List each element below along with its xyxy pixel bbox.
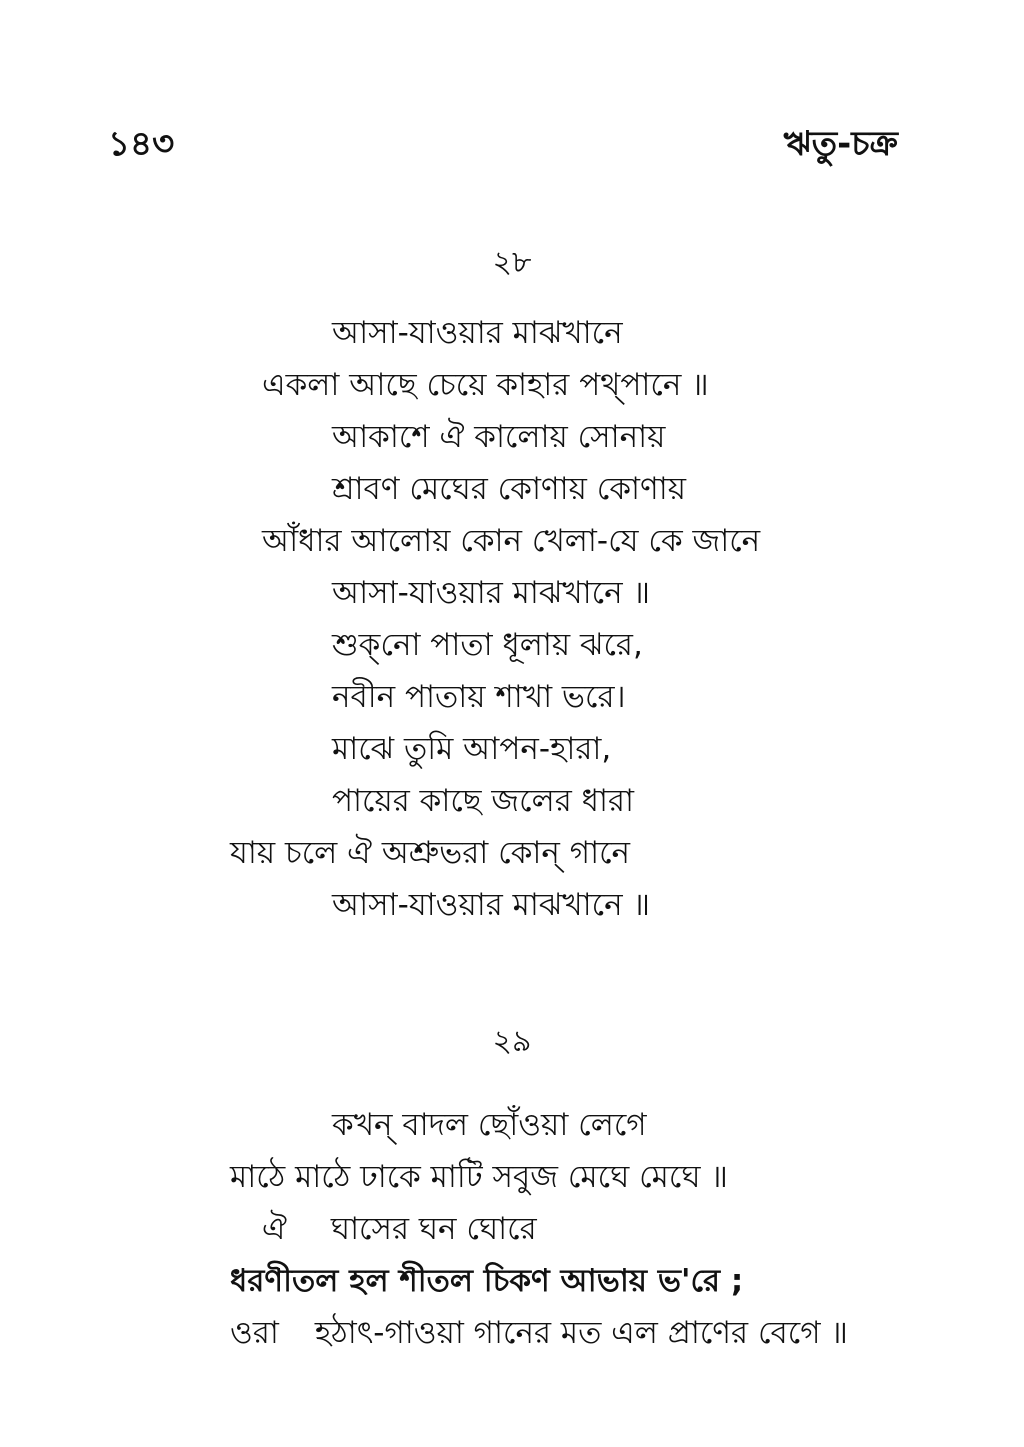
verse-line: ধরণীতল হল শীতল চিকণ আভায় ভ'রে ;: [230, 1263, 744, 1299]
line-rest: হঠাৎ-গাওয়া গানের মত এল প্রাণের বেগে ॥: [314, 1315, 848, 1351]
line-lead: ঐ: [262, 1211, 287, 1247]
verse-line: শ্রাবণ মেঘের কোণায় কোণায়: [332, 471, 687, 507]
song-number: ২৮: [492, 245, 532, 280]
verse-line: আসা-যাওয়ার মাঝখানে: [332, 315, 623, 351]
line-lead: ওরা: [230, 1315, 279, 1351]
page-number: ১৪৩: [108, 124, 175, 164]
verse-line: পায়ের কাছে জলের ধারা: [332, 783, 635, 819]
verse-line: আসা-যাওয়ার মাঝখানে ॥: [332, 575, 650, 611]
verse-line: শুক্‌নো পাতা ধূলায় ঝরে,: [332, 627, 643, 663]
verse-line: [262, 1205, 537, 1257]
verse-line: যায় চলে ঐ অশ্রুভরা কোন্‌ গানে: [230, 835, 631, 871]
song-number: ২৯: [492, 1024, 532, 1059]
verse-line: আকাশে ঐ কালোয় সোনায়: [332, 419, 666, 455]
verse-line: কখন্‌ বাদল ছোঁওয়া লেগে: [332, 1107, 647, 1143]
verse-line: একলা আছে চেয়ে কাহার পথ্‌পানে ॥: [262, 367, 709, 403]
verse-line: মাঠে মাঠে ঢাকে মাটি সবুজ মেঘে মেঘে ॥: [230, 1159, 728, 1195]
verse-line: নবীন পাতায় শাখা ভরে।: [332, 679, 626, 715]
verse-line: মাঝে তুমি আপন-হারা,: [332, 731, 612, 767]
line-rest: ঘাসের ঘন ঘোরে: [330, 1211, 537, 1247]
verse-line: আসা-যাওয়ার মাঝখানে ॥: [332, 887, 650, 923]
verse-line: আঁধার আলোয় কোন খেলা-যে কে জানে: [262, 523, 761, 559]
verse-line: [230, 1309, 848, 1361]
running-title: ঋতু-চক্র: [783, 124, 898, 164]
